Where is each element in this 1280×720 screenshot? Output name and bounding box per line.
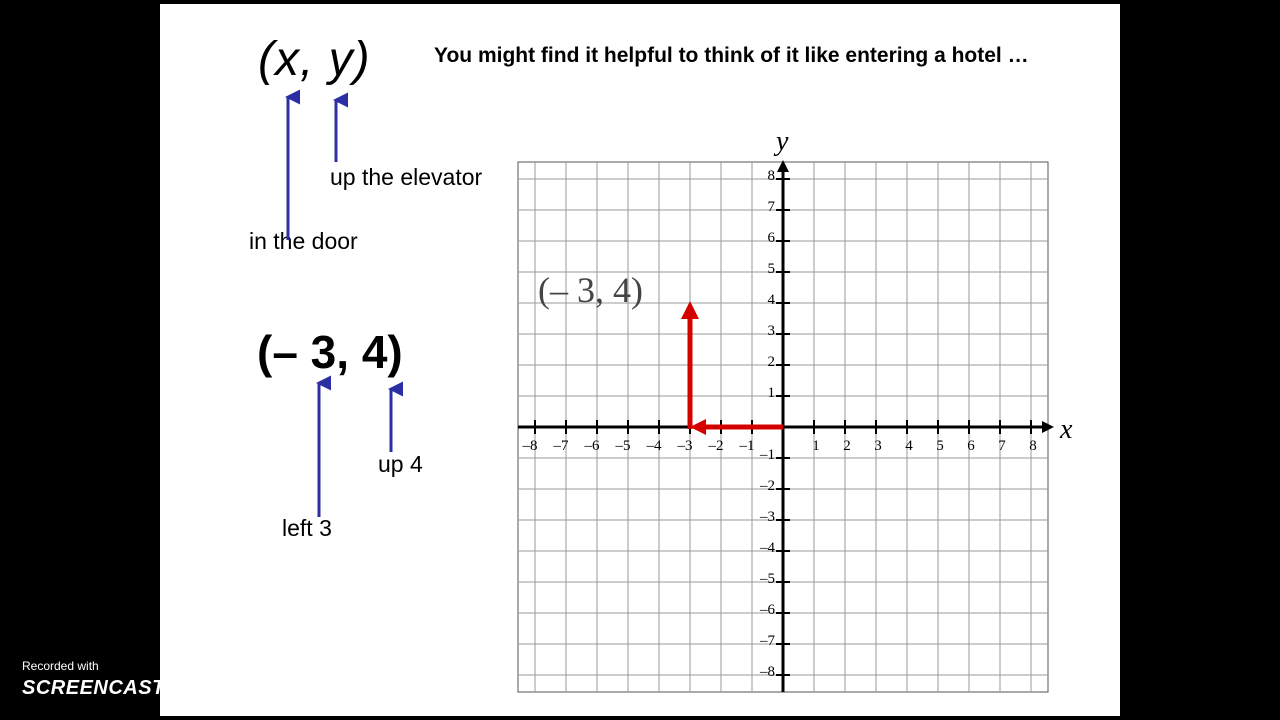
up-4-label: up 4 (378, 451, 423, 477)
x-tick-label: 4 (905, 438, 913, 454)
intro-text: You might find it helpful to think of it like entering a hotel … (434, 44, 1029, 67)
x-tick-label: 7 (998, 438, 1006, 454)
y-tick-label: 8 (767, 168, 775, 184)
x-tick-label: 3 (874, 438, 882, 454)
y-tick-label: –5 (760, 571, 775, 587)
x-tick-label: 8 (1029, 438, 1037, 454)
y-tick-label: 2 (767, 354, 775, 370)
up-the-elevator-label: up the elevator (330, 164, 483, 190)
x-tick-label: –1 (739, 438, 755, 454)
y-tick-label: –8 (760, 664, 775, 680)
y-tick-label: –6 (760, 602, 775, 618)
y-tick-label: 6 (767, 230, 775, 246)
x-tick-label: 5 (936, 438, 944, 454)
left-3-label: left 3 (282, 515, 332, 541)
record-icon (167, 677, 189, 699)
logo-text-left: SCREENCAST (22, 677, 165, 699)
example-ordered-pair: (– 3, 4) (257, 326, 403, 378)
logo-text-right: MATIC (190, 677, 256, 699)
x-axis-label: x (1060, 414, 1073, 445)
generic-ordered-pair: (x, y) (258, 33, 371, 86)
y-tick-label: 1 (767, 385, 775, 401)
screencast-o-matic-logo (22, 674, 255, 702)
x-tick-label: –2 (708, 438, 724, 454)
x-tick-label: –3 (677, 438, 693, 454)
recorded-with-text: Recorded with (22, 659, 99, 673)
y-axis-label: y (776, 126, 789, 157)
recording-watermark (22, 658, 255, 702)
y-tick-label: 5 (767, 261, 775, 277)
y-tick-label: –1 (760, 447, 775, 463)
y-tick-label: 4 (767, 292, 775, 308)
x-tick-label: –8 (522, 438, 538, 454)
y-tick-label: –3 (760, 509, 775, 525)
point-label: (– 3, 4) (538, 270, 643, 310)
x-tick-label: 6 (967, 438, 975, 454)
x-tick-label: –4 (646, 438, 662, 454)
y-tick-label: –2 (760, 478, 775, 494)
y-tick-label: –4 (760, 540, 775, 556)
x-tick-label: –6 (584, 438, 600, 454)
y-tick-label: –7 (760, 633, 775, 649)
x-tick-label: 2 (843, 438, 851, 454)
y-tick-label: 7 (767, 199, 775, 215)
x-tick-label: –5 (615, 438, 631, 454)
x-tick-label: –7 (553, 438, 569, 454)
x-tick-label: 1 (812, 438, 820, 454)
y-tick-label: 3 (767, 323, 775, 339)
in-the-door-label: in the door (249, 228, 358, 254)
